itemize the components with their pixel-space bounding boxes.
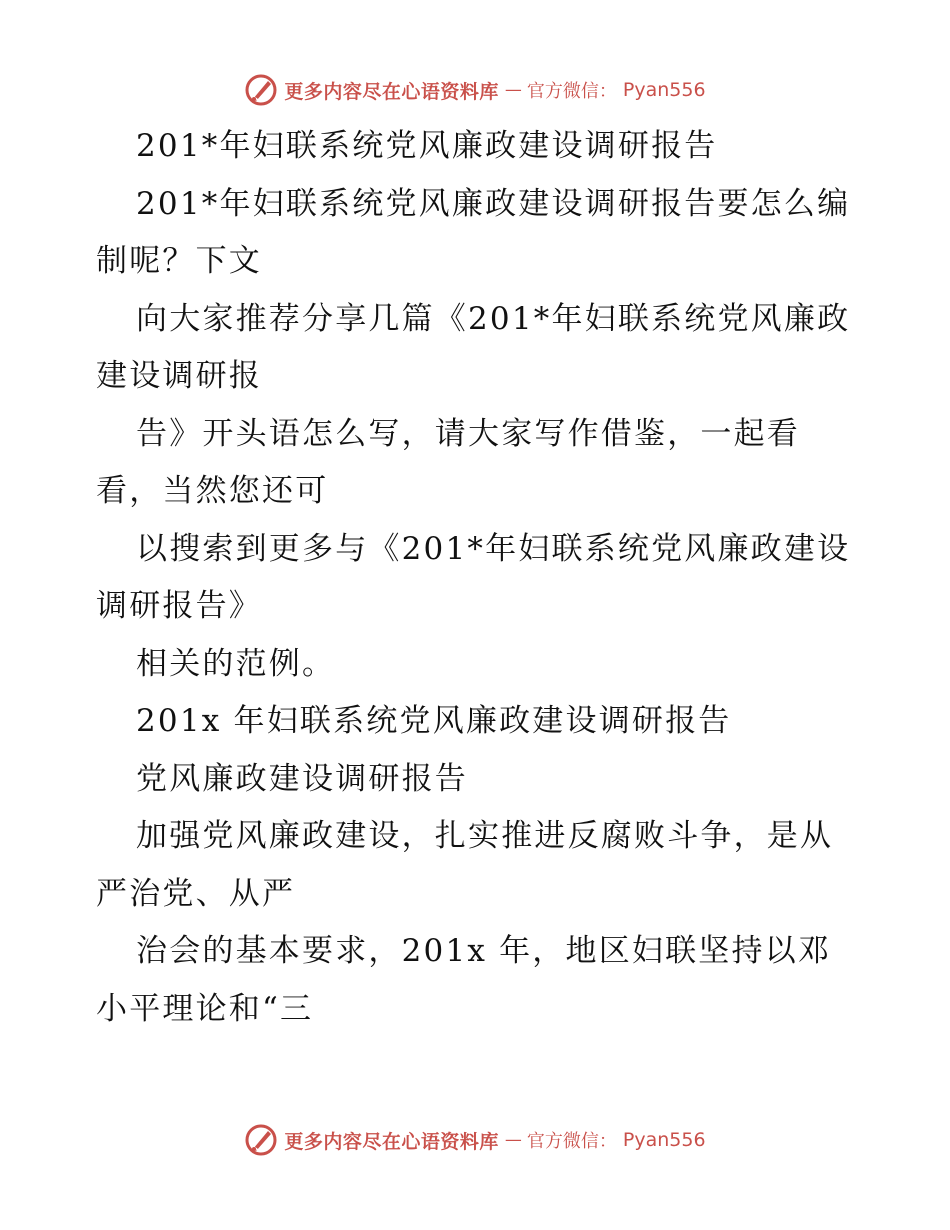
text-line: 201*年妇联系统党风廉政建设调研报告要怎么编 bbox=[136, 185, 851, 222]
footer-watermark-banner bbox=[0, 1120, 950, 1160]
text-line: 看，当然您还可 bbox=[96, 473, 329, 509]
header-watermark-banner bbox=[0, 70, 950, 110]
text-line: 以搜索到更多与《201*年妇联系统党风廉政建设 bbox=[136, 530, 851, 567]
banner-wechat-id: Pyan556 bbox=[622, 1129, 706, 1151]
quill-pen-logo-icon bbox=[244, 73, 278, 107]
banner-separator: — bbox=[504, 1130, 521, 1150]
text-line: 党风廉政建设调研报告 bbox=[136, 760, 468, 797]
quill-pen-logo-icon bbox=[244, 1123, 278, 1157]
text-line: 向大家推荐分享几篇《201*年妇联系统党风廉政 bbox=[136, 300, 851, 337]
banner-separator: — bbox=[504, 80, 521, 100]
document-body bbox=[96, 118, 856, 1038]
text-line: 相关的范例。 bbox=[136, 645, 336, 682]
text-line: 制呢？下文 bbox=[96, 243, 262, 279]
text-line: 治会的基本要求，201x 年，地区妇联坚持以邓 bbox=[136, 933, 832, 969]
text-line: 201*年妇联系统党风廉政建设调研报告 bbox=[136, 128, 718, 164]
text-line: 小平理论和“三 bbox=[96, 990, 314, 1027]
text-line: 加强党风廉政建设，扎实推进反腐败斗争，是从 bbox=[136, 818, 834, 854]
text-line: 调研报告》 bbox=[96, 588, 262, 624]
banner-wechat-id: Pyan556 bbox=[622, 79, 706, 101]
banner-text: 更多内容尽在心语资料库 bbox=[284, 1130, 499, 1153]
text-line: 201x 年妇联系统党风廉政建设调研报告 bbox=[136, 703, 732, 739]
text-line: 严治党、从严 bbox=[96, 875, 296, 912]
text-line: 建设调研报 bbox=[96, 358, 262, 394]
banner-wechat-label: 官方微信： bbox=[526, 81, 617, 102]
banner-wechat-label: 官方微信： bbox=[526, 1131, 617, 1152]
banner-text: 更多内容尽在心语资料库 bbox=[284, 80, 499, 103]
text-line: 告》开头语怎么写，请大家写作借鉴，一起看 bbox=[136, 415, 800, 452]
